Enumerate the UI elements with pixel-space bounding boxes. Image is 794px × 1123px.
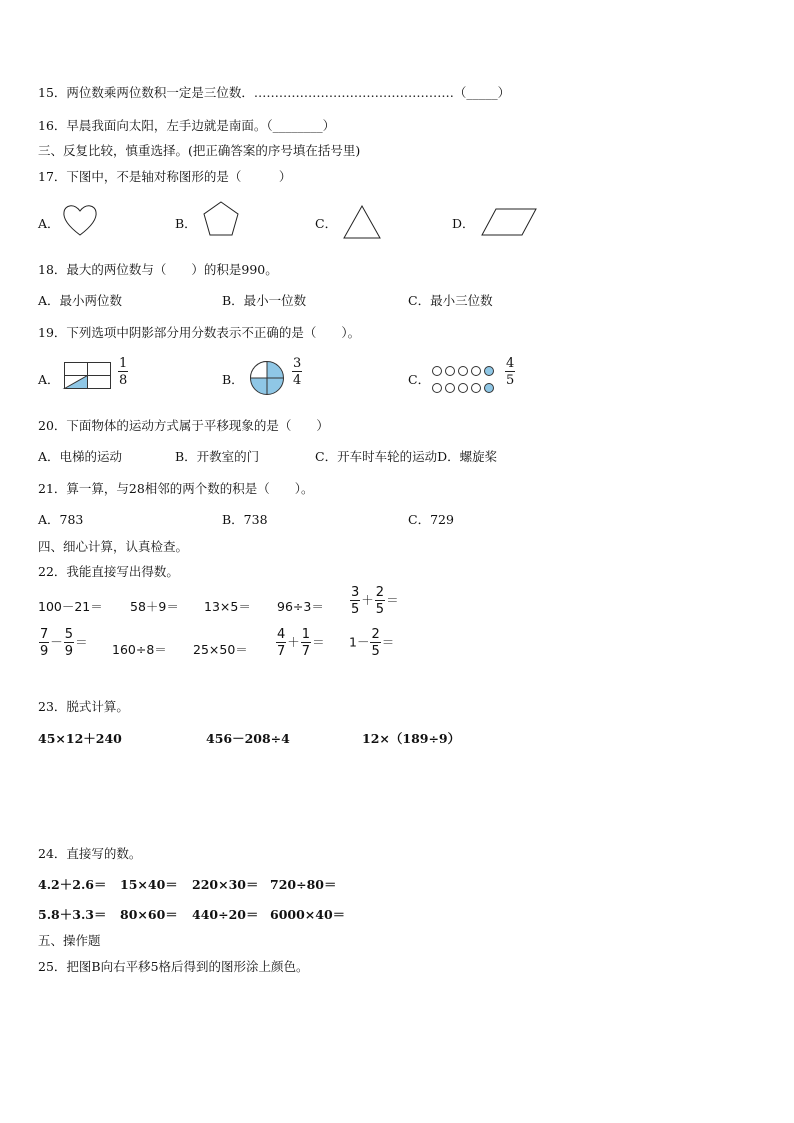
- frac-num: 3: [351, 585, 360, 600]
- q19-option-c-label[interactable]: C．: [408, 372, 431, 387]
- q23-item-1: 45×12＋240: [38, 731, 122, 746]
- question-15: 15．两位数乘两位数积一定是三位数．…………………………………………（_____）: [38, 85, 511, 100]
- frac-num: 2: [371, 627, 380, 642]
- rectangle-eighths-figure: [64, 362, 112, 390]
- circle: [445, 383, 455, 393]
- q20-option-c-d[interactable]: C．开车时车轮的运动D．螺旋桨: [315, 449, 498, 464]
- q19-c-fraction: [505, 357, 515, 387]
- circle: [432, 383, 442, 393]
- circle-quarters-figure: [249, 360, 285, 396]
- q24-row2-item-2: 80×60＝: [120, 907, 178, 922]
- q23-item-2: 456－208÷4: [206, 731, 290, 746]
- expr-13-times-5: 13×5＝: [204, 599, 251, 614]
- frac-den: 5: [375, 602, 385, 617]
- q23-item-3: 12×（189÷9）: [362, 731, 461, 746]
- q19-a-fraction: [118, 357, 128, 387]
- q21-option-a[interactable]: A．783: [38, 512, 84, 527]
- question-17: 17．下图中，不是轴对称图形的是（ ）: [38, 169, 292, 184]
- question-16: 16．早晨我面向太阳，左手边就是南面。（________）: [38, 118, 336, 133]
- frac-num: 2: [375, 585, 385, 600]
- operator: ＋: [361, 592, 374, 608]
- q24-row2-item-4: 6000×40＝: [270, 907, 346, 922]
- q17-option-d-label[interactable]: D．: [452, 216, 475, 231]
- q18-option-a[interactable]: A．最小两位数: [38, 293, 123, 308]
- circle: [445, 366, 455, 376]
- q19-b-numerator: 3: [293, 356, 302, 371]
- expr-frac-4-7-plus-1-7: [275, 628, 325, 658]
- q19-c-numerator: 4: [506, 356, 515, 371]
- expr-58-plus-9: 58＋9＝: [130, 599, 179, 614]
- q24-row2-item-3: 440÷20＝: [192, 907, 259, 922]
- circle: [471, 383, 481, 393]
- q20-option-b[interactable]: B．开教室的门: [175, 449, 260, 464]
- triangle-shape: [342, 204, 382, 240]
- equals: ＝: [75, 634, 88, 650]
- section-5-heading: 五、操作题: [38, 933, 101, 948]
- shaded-circle: [484, 366, 494, 376]
- question-19: 19．下列选项中阴影部分用分数表示不正确的是（ ）。: [38, 325, 361, 340]
- expr-160-div-8: 160÷8＝: [112, 642, 167, 657]
- q24-row1-item-4: 720÷80＝: [270, 877, 337, 892]
- question-20: 20．下面物体的运动方式属于平移现象的是（ ）: [38, 418, 329, 433]
- equals: ＝: [381, 634, 395, 650]
- shaded-circle: [484, 383, 494, 393]
- frac-den: 9: [64, 644, 74, 659]
- frac-num: 5: [64, 627, 74, 642]
- question-24: 24．直接写的数。: [38, 846, 142, 861]
- q21-option-c[interactable]: C．729: [408, 512, 454, 527]
- expr-frac-7-9-minus-5-9: [38, 628, 88, 658]
- circles-row-2: [432, 380, 497, 394]
- frac-num: 4: [277, 627, 286, 642]
- frac-num: 7: [40, 627, 49, 642]
- parallelogram-shape: [480, 207, 538, 237]
- frac-den: 7: [301, 644, 311, 659]
- q17-option-a-label[interactable]: A．: [38, 216, 60, 231]
- equals: ＝: [312, 634, 325, 650]
- q24-row2-item-1: 5.8＋3.3＝: [38, 907, 107, 922]
- expr-1-minus-2-5: [349, 628, 394, 658]
- equals: ＝: [386, 592, 399, 608]
- q19-a-numerator: 1: [119, 356, 128, 371]
- operand: 1－: [349, 634, 370, 650]
- expr-25-times-50: 25×50＝: [193, 642, 248, 657]
- q24-row1-item-3: 220×30＝: [192, 877, 259, 892]
- q24-row1-item-1: 4.2＋2.6＝: [38, 877, 107, 892]
- frac-den: 7: [277, 644, 286, 659]
- circles-row-1: [432, 363, 497, 377]
- q21-option-b[interactable]: B．738: [222, 512, 268, 527]
- frac-den: 9: [40, 644, 49, 659]
- q17-option-c-label[interactable]: C．: [315, 216, 338, 231]
- section-3-heading: 三、反复比较，慎重选择。(把正确答案的序号填在括号里): [38, 143, 361, 158]
- operator: ＋: [287, 634, 300, 650]
- circle: [471, 366, 481, 376]
- question-22: 22．我能直接写出得数。: [38, 564, 179, 579]
- q19-b-denominator: 4: [293, 373, 302, 388]
- section-4-heading: 四、细心计算，认真检查。: [38, 539, 189, 554]
- circle: [432, 366, 442, 376]
- q19-option-b-label[interactable]: B．: [222, 372, 244, 387]
- question-18: 18．最大的两位数与（ ）的积是990。: [38, 262, 278, 277]
- circle: [458, 366, 468, 376]
- frac-den: 5: [351, 602, 360, 617]
- frac-den: 5: [371, 644, 380, 659]
- q18-option-b[interactable]: B．最小一位数: [222, 293, 307, 308]
- q19-b-fraction: [292, 357, 302, 387]
- q17-option-b-label[interactable]: B．: [175, 216, 197, 231]
- q20-option-a[interactable]: A．电梯的运动: [38, 449, 123, 464]
- question-25: 25．把图B向右平移5格后得到的图形涂上颜色。: [38, 959, 309, 974]
- expr-100-minus-21: 100－21＝: [38, 599, 103, 614]
- q19-a-denominator: 8: [119, 373, 128, 388]
- q19-c-denominator: 5: [506, 373, 515, 388]
- frac-num: 1: [301, 627, 311, 642]
- heart-shape: [62, 202, 98, 238]
- circle: [458, 383, 468, 393]
- q18-option-c[interactable]: C．最小三位数: [408, 293, 493, 308]
- operator: －: [50, 634, 63, 650]
- question-21: 21．算一算，与28相邻的两个数的积是（ ）。: [38, 481, 314, 496]
- q19-option-a-label[interactable]: A．: [38, 372, 60, 387]
- pentagon-shape: [202, 200, 240, 238]
- expr-96-div-3: 96÷3＝: [277, 599, 324, 614]
- question-23: 23．脱式计算。: [38, 699, 129, 714]
- ten-circles-figure: [432, 363, 497, 394]
- q24-row1-item-2: 15×40＝: [120, 877, 178, 892]
- expr-frac-3-5-plus-2-5: [349, 586, 399, 616]
